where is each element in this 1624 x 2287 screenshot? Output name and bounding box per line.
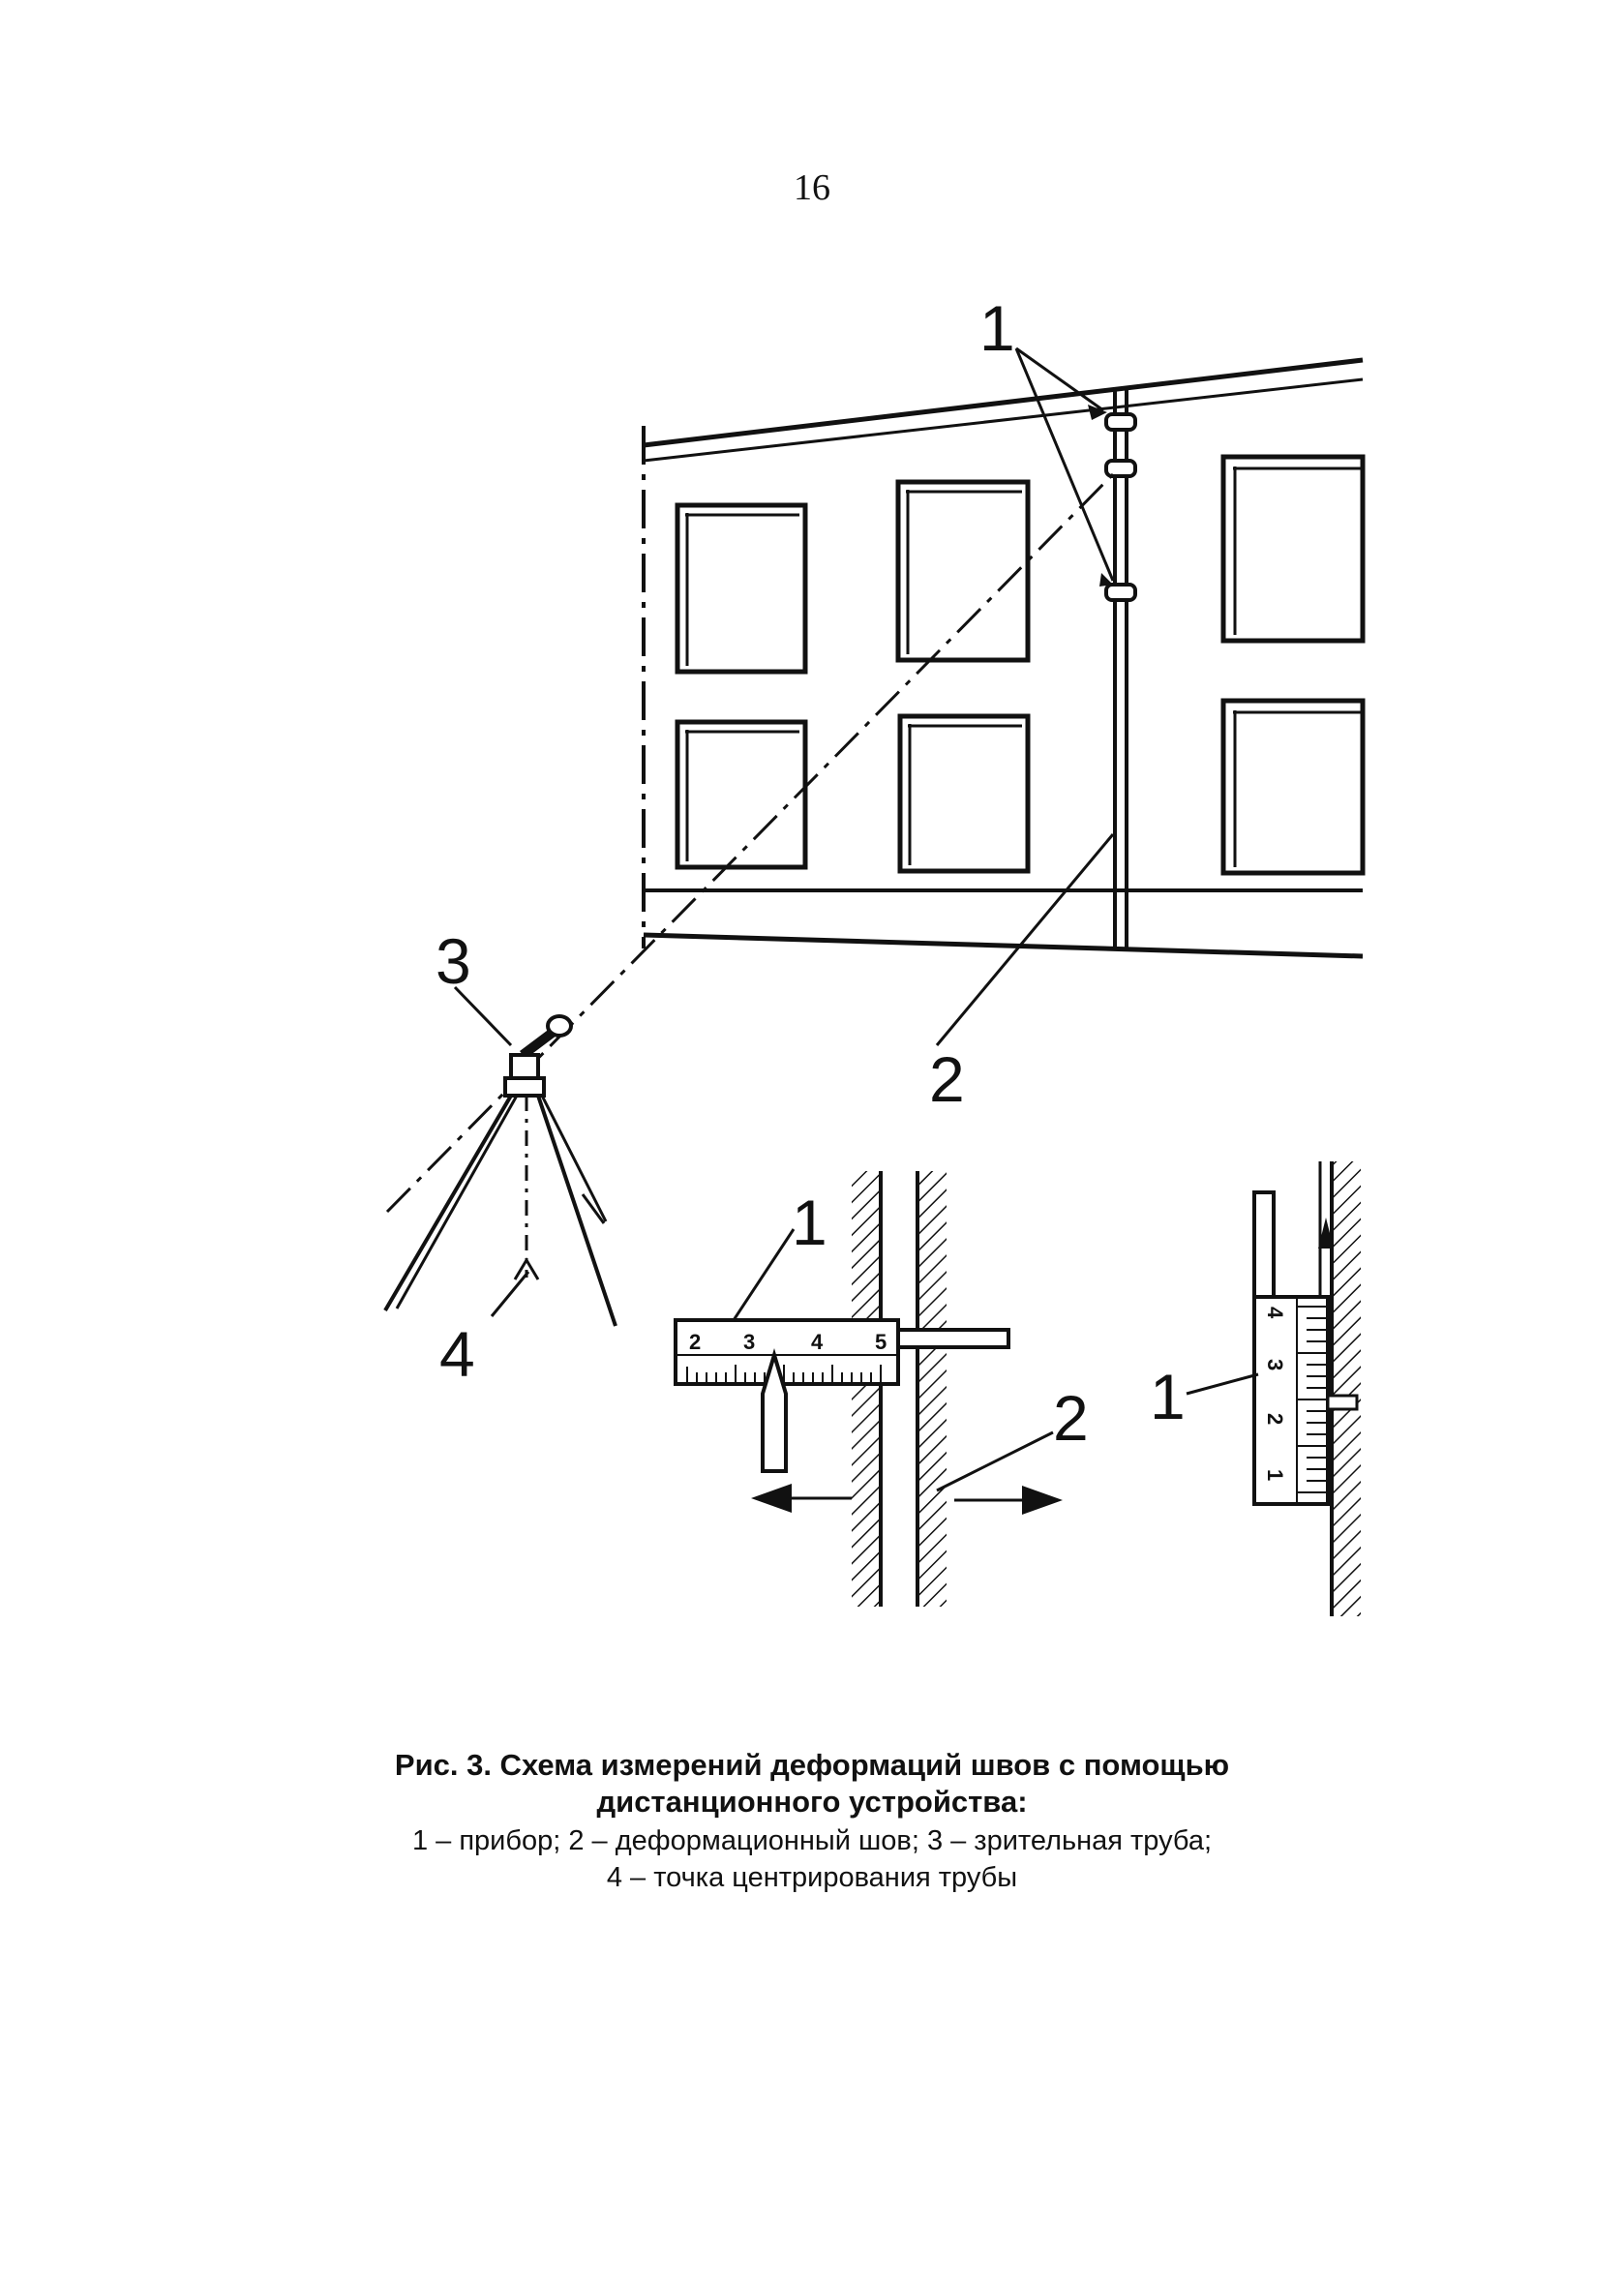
telescope-lens-icon <box>548 1016 571 1036</box>
scale-b-label: 2 <box>1263 1413 1287 1426</box>
window <box>1223 457 1363 641</box>
scale-a-label: 2 <box>689 1330 702 1354</box>
window <box>677 505 805 672</box>
scale-a-label: 5 <box>875 1330 887 1354</box>
caption-legend <box>223 1822 1401 1896</box>
callout-joint: 2 <box>929 1043 965 1115</box>
caption-legend-line: 1 – прибор; 2 – деформационный шов; 3 – зрительная труба; <box>411 1825 1213 1856</box>
scale-b-label: 3 <box>1263 1359 1287 1371</box>
callout-detail-a-joint: 2 <box>1053 1382 1089 1454</box>
callout-telescope: 3 <box>436 925 471 997</box>
caption-title: Рис. 3. Схема измерений деформаций швов с помощью дистанционного устройства: <box>394 1748 1230 1819</box>
building-facade <box>644 360 1363 956</box>
window <box>900 716 1028 871</box>
telescope-tripod <box>385 1016 616 1326</box>
sight-line <box>387 474 1113 1212</box>
page-number: 16 <box>794 167 830 208</box>
detail-a <box>676 1171 1057 1607</box>
callout-device: 1 <box>979 292 1015 364</box>
scale-a-label: 4 <box>811 1330 824 1354</box>
window <box>1223 701 1363 873</box>
scale-b-label: 4 <box>1263 1307 1287 1319</box>
figure-caption <box>223 1747 1401 1896</box>
leader-lines <box>455 348 1113 1316</box>
callout-center-point: 4 <box>439 1318 475 1390</box>
window <box>898 482 1028 660</box>
scale-a-label: 3 <box>743 1330 756 1354</box>
caption-legend-line: 4 – точка центрирования трубы <box>606 1862 1018 1893</box>
callout-detail-a-device: 1 <box>792 1187 827 1258</box>
detail-b <box>1187 1161 1361 1616</box>
window <box>677 722 805 867</box>
scale-b-label: 1 <box>1263 1469 1287 1482</box>
callout-detail-b-device: 1 <box>1150 1361 1186 1432</box>
